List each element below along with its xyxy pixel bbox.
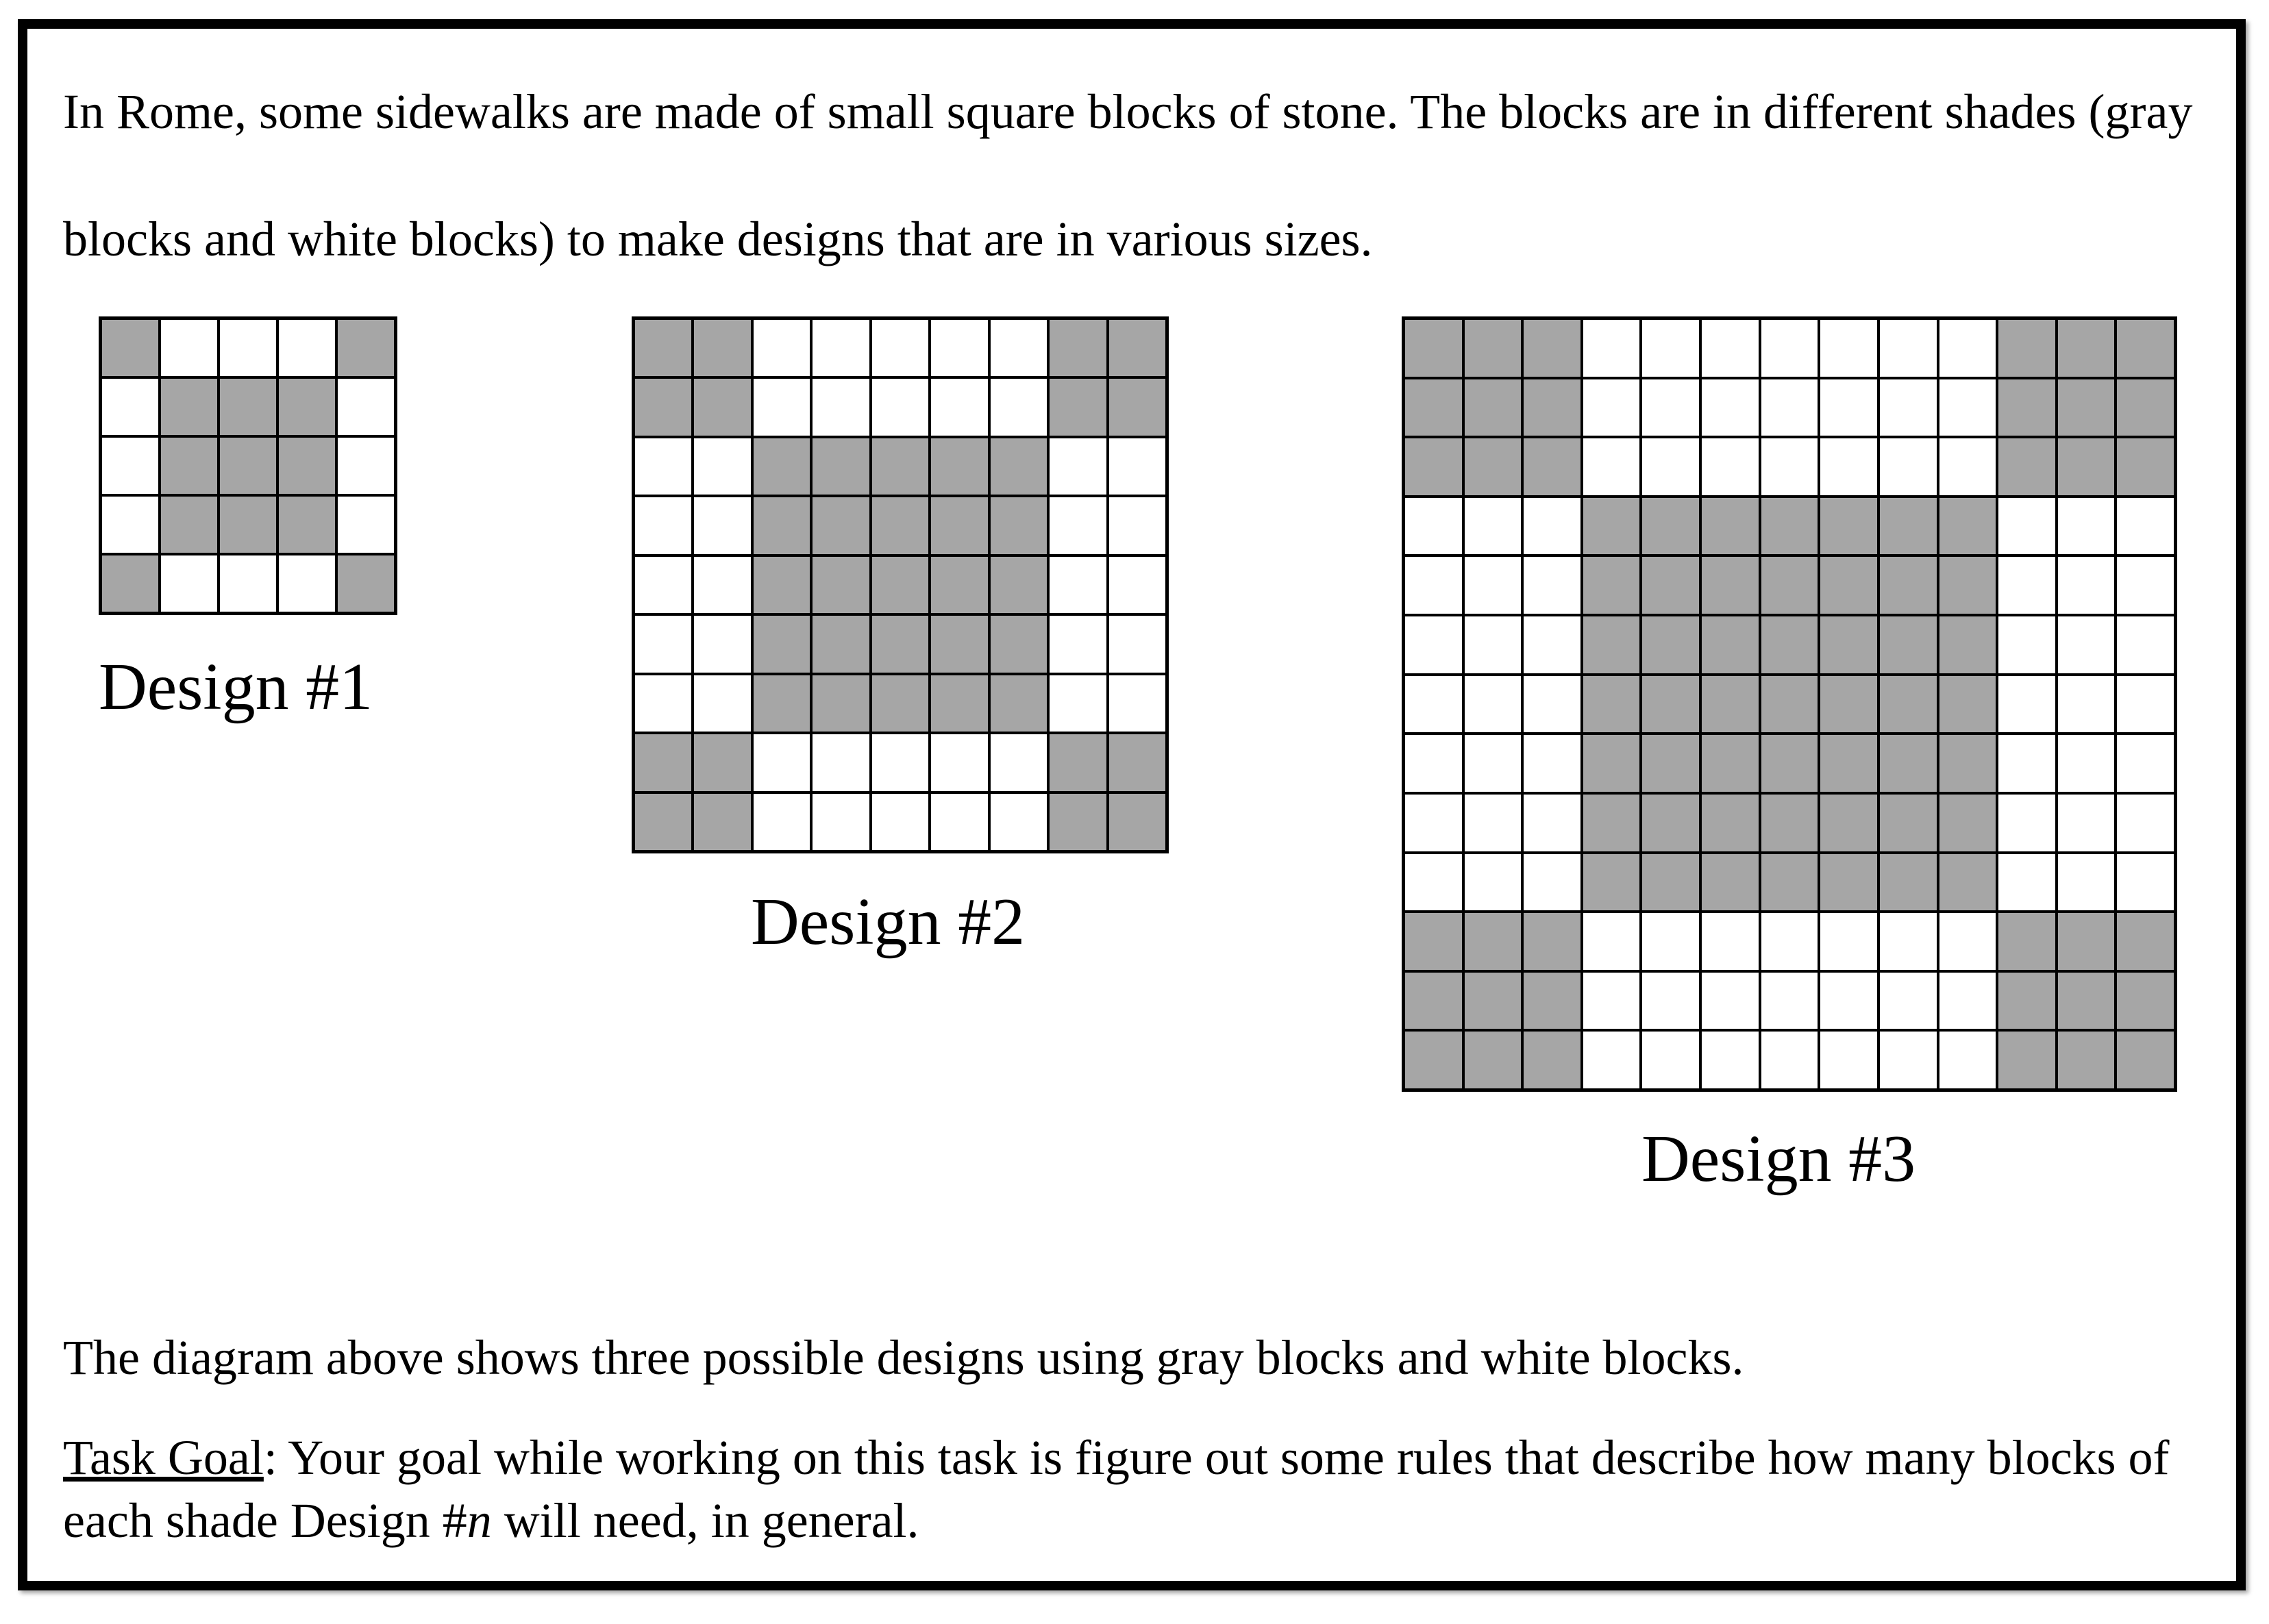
white-block — [1109, 675, 1165, 732]
white-block — [2058, 854, 2115, 911]
white-block — [2058, 676, 2115, 733]
gray-block — [754, 497, 810, 553]
gray-block — [991, 438, 1047, 495]
gray-block — [2117, 379, 2174, 436]
gray-block — [1583, 735, 1640, 792]
gray-block — [1405, 320, 1462, 377]
white-block — [1939, 438, 1996, 495]
white-block — [338, 497, 394, 553]
summary-paragraph: The diagram above shows three possible designs using gray blocks and white blocks. — [63, 1330, 1744, 1385]
gray-block — [2058, 973, 2115, 1029]
white-block — [1820, 320, 1877, 377]
white-block — [635, 497, 691, 553]
gray-block — [1642, 616, 1699, 673]
gray-block — [1761, 498, 1818, 555]
gray-block — [1998, 1032, 2055, 1088]
gray-block — [1050, 379, 1106, 435]
design-3-grid — [1402, 316, 2177, 1092]
task-goal-text: : Your goal while working on this task is figure out some rules that describe how many blocks of each shade Design # — [63, 1430, 2170, 1548]
gray-block — [1583, 795, 1640, 851]
gray-block — [1405, 379, 1462, 436]
gray-block — [1820, 854, 1877, 911]
gray-block — [635, 379, 691, 435]
gray-block — [1939, 854, 1996, 911]
gray-block — [1642, 676, 1699, 733]
gray-block — [1465, 320, 1522, 377]
gray-block — [1583, 557, 1640, 614]
white-block — [1583, 973, 1640, 1029]
white-block — [1939, 973, 1996, 1029]
white-block — [1050, 675, 1106, 732]
gray-block — [279, 497, 335, 553]
white-block — [1583, 379, 1640, 436]
white-block — [1880, 320, 1937, 377]
white-block — [1880, 1032, 1937, 1088]
white-block — [931, 734, 987, 790]
gray-block — [931, 675, 987, 732]
white-block — [635, 438, 691, 495]
gray-block — [872, 675, 928, 732]
white-block — [1820, 379, 1877, 436]
white-block — [754, 379, 810, 435]
gray-block — [1109, 320, 1165, 376]
gray-block — [813, 616, 869, 672]
white-block — [931, 794, 987, 850]
gray-block — [1761, 676, 1818, 733]
gray-block — [1939, 616, 1996, 673]
gray-block — [1998, 973, 2055, 1029]
white-block — [2058, 498, 2115, 555]
gray-block — [991, 675, 1047, 732]
gray-block — [635, 794, 691, 850]
white-block — [1880, 973, 1937, 1029]
white-block — [2058, 735, 2115, 792]
white-block — [2117, 795, 2174, 851]
white-block — [694, 616, 750, 672]
white-block — [991, 794, 1047, 850]
gray-block — [1583, 854, 1640, 911]
gray-block — [1050, 320, 1106, 376]
white-block — [1583, 913, 1640, 970]
white-block — [1465, 557, 1522, 614]
white-block — [1998, 676, 2055, 733]
white-block — [102, 379, 158, 435]
gray-block — [220, 438, 276, 494]
gray-block — [1998, 913, 2055, 970]
white-block — [2117, 557, 2174, 614]
gray-block — [694, 794, 750, 850]
gray-block — [1998, 320, 2055, 377]
white-block — [1109, 438, 1165, 495]
gray-block — [1880, 795, 1937, 851]
gray-block — [220, 379, 276, 435]
gray-block — [931, 557, 987, 613]
white-block — [872, 734, 928, 790]
gray-block — [1524, 973, 1580, 1029]
white-block — [872, 320, 928, 376]
white-block — [1465, 498, 1522, 555]
white-block — [754, 794, 810, 850]
gray-block — [1702, 498, 1759, 555]
gray-block — [1702, 854, 1759, 911]
white-block — [1405, 854, 1462, 911]
white-block — [1405, 676, 1462, 733]
gray-block — [813, 438, 869, 495]
gray-block — [1761, 735, 1818, 792]
white-block — [1642, 320, 1699, 377]
gray-block — [161, 438, 217, 494]
gray-block — [872, 557, 928, 613]
gray-block — [102, 320, 158, 376]
gray-block — [1880, 557, 1937, 614]
white-block — [1050, 616, 1106, 672]
white-block — [754, 320, 810, 376]
white-block — [813, 734, 869, 790]
gray-block — [872, 616, 928, 672]
gray-block — [1642, 795, 1699, 851]
white-block — [2058, 616, 2115, 673]
white-block — [635, 675, 691, 732]
white-block — [1465, 676, 1522, 733]
gray-block — [1702, 795, 1759, 851]
white-block — [1050, 557, 1106, 613]
design-2-label: Design #2 — [751, 885, 1026, 959]
gray-block — [1642, 735, 1699, 792]
gray-block — [1524, 913, 1580, 970]
gray-block — [2117, 1032, 2174, 1088]
white-block — [1761, 379, 1818, 436]
gray-block — [931, 497, 987, 553]
intro-paragraph: In Rome, some sidewalks are made of small square blocks of stone. The blocks are in different shades (gray blocks and white blocks) to make designs that are in various sizes. — [63, 84, 2193, 266]
gray-block — [754, 557, 810, 613]
white-block — [1465, 795, 1522, 851]
white-block — [1465, 854, 1522, 911]
white-block — [931, 320, 987, 376]
gray-block — [1702, 557, 1759, 614]
white-block — [1583, 320, 1640, 377]
white-block — [1880, 438, 1937, 495]
gray-block — [1820, 498, 1877, 555]
white-block — [1524, 854, 1580, 911]
gray-block — [1405, 438, 1462, 495]
task-goal-label: Task Goal — [63, 1430, 264, 1485]
gray-block — [635, 320, 691, 376]
gray-block — [338, 320, 394, 376]
gray-block — [1820, 676, 1877, 733]
white-block — [991, 734, 1047, 790]
white-block — [1880, 913, 1937, 970]
white-block — [754, 734, 810, 790]
white-block — [1702, 320, 1759, 377]
gray-block — [1050, 734, 1106, 790]
gray-block — [1109, 734, 1165, 790]
gray-block — [1465, 913, 1522, 970]
gray-block — [635, 734, 691, 790]
white-block — [1820, 438, 1877, 495]
white-block — [2117, 735, 2174, 792]
gray-block — [1939, 676, 1996, 733]
gray-block — [2058, 320, 2115, 377]
white-block — [279, 320, 335, 376]
gray-block — [872, 497, 928, 553]
white-block — [991, 320, 1047, 376]
design-1-label: Design #1 — [99, 650, 373, 724]
gray-block — [754, 675, 810, 732]
white-block — [1405, 616, 1462, 673]
gray-block — [694, 379, 750, 435]
gray-block — [1583, 498, 1640, 555]
white-block — [1050, 438, 1106, 495]
white-block — [931, 379, 987, 435]
white-block — [1524, 735, 1580, 792]
white-block — [102, 438, 158, 494]
design-2-grid — [632, 316, 1169, 853]
gray-block — [1524, 379, 1580, 436]
white-block — [1702, 913, 1759, 970]
gray-block — [1820, 735, 1877, 792]
white-block — [1465, 616, 1522, 673]
white-block — [1465, 735, 1522, 792]
gray-block — [1642, 557, 1699, 614]
gray-block — [1880, 616, 1937, 673]
gray-block — [1939, 795, 1996, 851]
gray-block — [1583, 616, 1640, 673]
gray-block — [1465, 438, 1522, 495]
white-block — [1820, 913, 1877, 970]
gray-block — [161, 379, 217, 435]
white-block — [1998, 735, 2055, 792]
white-block — [279, 555, 335, 612]
white-block — [991, 379, 1047, 435]
gray-block — [694, 320, 750, 376]
white-block — [1583, 1032, 1640, 1088]
white-block — [1050, 497, 1106, 553]
gray-block — [1761, 557, 1818, 614]
gray-block — [2117, 913, 2174, 970]
white-block — [1761, 913, 1818, 970]
gray-block — [1761, 616, 1818, 673]
gray-block — [2058, 913, 2115, 970]
white-block — [338, 438, 394, 494]
gray-block — [931, 616, 987, 672]
white-block — [1702, 1032, 1759, 1088]
gray-block — [1880, 854, 1937, 911]
gray-block — [1702, 735, 1759, 792]
white-block — [102, 497, 158, 553]
white-block — [1642, 379, 1699, 436]
design-3-label: Design #3 — [1641, 1122, 1916, 1196]
gray-block — [1880, 498, 1937, 555]
white-block — [1939, 320, 1996, 377]
white-block — [1109, 557, 1165, 613]
white-block — [1820, 1032, 1877, 1088]
white-block — [1405, 735, 1462, 792]
gray-block — [872, 438, 928, 495]
white-block — [813, 379, 869, 435]
white-block — [1524, 498, 1580, 555]
white-block — [1405, 557, 1462, 614]
white-block — [635, 616, 691, 672]
gray-block — [694, 734, 750, 790]
white-block — [1998, 854, 2055, 911]
gray-block — [1702, 676, 1759, 733]
white-block — [220, 555, 276, 612]
white-block — [872, 379, 928, 435]
white-block — [1939, 913, 1996, 970]
white-block — [1820, 973, 1877, 1029]
gray-block — [2117, 320, 2174, 377]
gray-block — [1465, 379, 1522, 436]
gray-block — [931, 438, 987, 495]
gray-block — [991, 616, 1047, 672]
gray-block — [220, 497, 276, 553]
task-goal-text-end: will need, in general. — [491, 1493, 919, 1548]
white-block — [1524, 557, 1580, 614]
white-block — [813, 794, 869, 850]
white-block — [1761, 438, 1818, 495]
white-block — [1761, 1032, 1818, 1088]
gray-block — [2058, 1032, 2115, 1088]
gray-block — [1109, 379, 1165, 435]
gray-block — [1998, 438, 2055, 495]
gray-block — [1524, 320, 1580, 377]
gray-block — [2117, 973, 2174, 1029]
white-block — [694, 497, 750, 553]
task-goal-paragraph — [63, 1426, 2214, 1552]
white-block — [1405, 498, 1462, 555]
white-block — [1998, 616, 2055, 673]
gray-block — [1939, 735, 1996, 792]
gray-block — [754, 616, 810, 672]
gray-block — [1405, 1032, 1462, 1088]
gray-block — [2058, 438, 2115, 495]
gray-block — [1761, 795, 1818, 851]
white-block — [2117, 676, 2174, 733]
white-block — [1998, 498, 2055, 555]
gray-block — [754, 438, 810, 495]
task-goal-variable: n — [467, 1493, 492, 1548]
white-block — [338, 379, 394, 435]
white-block — [635, 557, 691, 613]
gray-block — [991, 557, 1047, 613]
white-block — [694, 438, 750, 495]
gray-block — [1820, 795, 1877, 851]
white-block — [694, 557, 750, 613]
white-block — [813, 320, 869, 376]
white-block — [1702, 379, 1759, 436]
white-block — [2058, 557, 2115, 614]
gray-block — [1583, 676, 1640, 733]
white-block — [1109, 497, 1165, 553]
gray-block — [1820, 557, 1877, 614]
white-block — [1702, 438, 1759, 495]
gray-block — [1880, 676, 1937, 733]
gray-block — [1465, 1032, 1522, 1088]
gray-block — [102, 555, 158, 612]
white-block — [694, 675, 750, 732]
white-block — [2117, 498, 2174, 555]
white-block — [1642, 1032, 1699, 1088]
gray-block — [161, 497, 217, 553]
gray-block — [1702, 616, 1759, 673]
gray-block — [1820, 616, 1877, 673]
gray-block — [279, 438, 335, 494]
white-block — [1524, 616, 1580, 673]
white-block — [1880, 379, 1937, 436]
gray-block — [1050, 794, 1106, 850]
gray-block — [813, 675, 869, 732]
gray-block — [2058, 379, 2115, 436]
gray-block — [1761, 854, 1818, 911]
white-block — [1109, 616, 1165, 672]
white-block — [1583, 438, 1640, 495]
white-block — [161, 555, 217, 612]
gray-block — [1939, 498, 1996, 555]
white-block — [1761, 973, 1818, 1029]
gray-block — [1642, 854, 1699, 911]
white-block — [1702, 973, 1759, 1029]
white-block — [1939, 1032, 1996, 1088]
gray-block — [1524, 438, 1580, 495]
white-block — [1998, 795, 2055, 851]
gray-block — [2117, 438, 2174, 495]
gray-block — [338, 555, 394, 612]
gray-block — [813, 497, 869, 553]
white-block — [2058, 795, 2115, 851]
design-1-grid — [99, 316, 397, 615]
task-card — [18, 19, 2246, 1590]
white-block — [1642, 913, 1699, 970]
gray-block — [1998, 379, 2055, 436]
white-block — [1761, 320, 1818, 377]
white-block — [161, 320, 217, 376]
gray-block — [1880, 735, 1937, 792]
white-block — [1998, 557, 2055, 614]
gray-block — [991, 497, 1047, 553]
white-block — [1405, 795, 1462, 851]
white-block — [1524, 676, 1580, 733]
gray-block — [1939, 557, 1996, 614]
white-block — [1524, 795, 1580, 851]
gray-block — [813, 557, 869, 613]
white-block — [872, 794, 928, 850]
gray-block — [1524, 1032, 1580, 1088]
gray-block — [1405, 973, 1462, 1029]
gray-block — [1642, 498, 1699, 555]
white-block — [220, 320, 276, 376]
white-block — [2117, 854, 2174, 911]
white-block — [1939, 379, 1996, 436]
gray-block — [1465, 973, 1522, 1029]
white-block — [2117, 616, 2174, 673]
white-block — [1642, 973, 1699, 1029]
gray-block — [1109, 794, 1165, 850]
gray-block — [279, 379, 335, 435]
gray-block — [1405, 913, 1462, 970]
white-block — [1642, 438, 1699, 495]
